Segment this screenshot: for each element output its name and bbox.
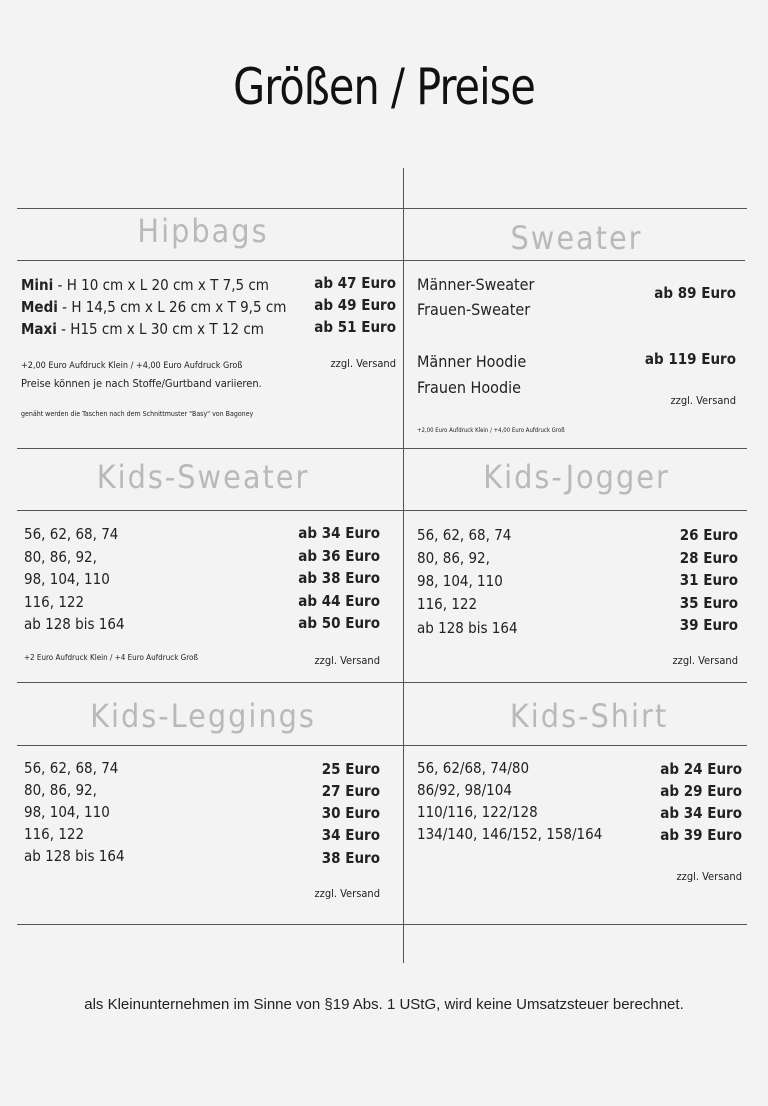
hipbags-shipping: zzgl. Versand — [330, 357, 396, 370]
kids-leggings-size: 80, 86, 92, — [24, 781, 97, 799]
kids-shirt-size: 110/116, 122/128 — [417, 803, 538, 821]
kids-leggings-price: 25 Euro — [321, 760, 380, 778]
page-title: Größen / Preise — [233, 58, 535, 116]
divider-sweater-heading — [404, 260, 745, 261]
kids-leggings-size: 116, 122 — [24, 825, 85, 843]
hipbags-row-price: ab 49 Euro — [314, 296, 396, 314]
kids-sweater-size: 116, 122 — [24, 593, 85, 611]
kids-jogger-price: 31 Euro — [679, 571, 738, 589]
hoodie-price: ab 119 Euro — [644, 350, 736, 368]
hipbags-row-dims: - H15 cm x L 30 cm x T 12 cm — [56, 320, 264, 338]
divider-bottom — [17, 924, 747, 925]
kids-leggings-price: 30 Euro — [321, 804, 380, 822]
kids-sweater-size: ab 128 bis 164 — [24, 615, 125, 633]
hipbags-heading: Hipbags — [137, 212, 269, 250]
hoodie-item: Frauen Hoodie — [417, 378, 521, 397]
kids-jogger-size: 98, 104, 110 — [417, 572, 503, 590]
sweater-item: Frauen-Sweater — [417, 300, 531, 319]
kids-sweater-price: ab 36 Euro — [298, 547, 380, 565]
center-divider — [403, 168, 404, 963]
sweater-heading: Sweater — [510, 219, 643, 257]
kids-sweater-price: ab 38 Euro — [298, 569, 380, 587]
kids-sweater-size: 56, 62, 68, 74 — [24, 525, 119, 543]
hipbags-pattern-note: genäht werden die Taschen nach dem Schnittmuster "Basy" von Bagoney — [21, 410, 254, 418]
kids-jogger-size: 56, 62, 68, 74 — [417, 526, 512, 544]
hipbags-row-name: Mini — [21, 276, 54, 294]
hoodie-item: Männer Hoodie — [417, 352, 527, 371]
kids-leggings-size: 98, 104, 110 — [24, 803, 110, 821]
kids-jogger-price: 35 Euro — [679, 594, 738, 612]
sweater-shipping: zzgl. Versand — [670, 394, 736, 407]
kids-shirt-size: 56, 62/68, 74/80 — [417, 759, 530, 777]
kids-leggings-size: 56, 62, 68, 74 — [24, 759, 119, 777]
hipbags-row-medi — [21, 298, 286, 316]
divider-row2-heading — [17, 510, 747, 511]
kids-shirt-price: ab 34 Euro — [660, 804, 742, 822]
kids-sweater-price: ab 50 Euro — [298, 614, 380, 632]
hipbags-row-maxi — [21, 320, 264, 338]
divider-row2 — [17, 448, 747, 449]
kids-jogger-size: 116, 122 — [417, 595, 478, 613]
kids-leggings-price: 27 Euro — [321, 782, 380, 800]
kids-shirt-price: ab 24 Euro — [660, 760, 742, 778]
kids-sweater-size: 80, 86, 92, — [24, 548, 97, 566]
kids-jogger-size: 80, 86, 92, — [417, 549, 490, 567]
kids-sweater-shipping: zzgl. Versand — [314, 654, 380, 667]
kids-leggings-heading: Kids-Leggings — [90, 697, 316, 735]
hipbags-row-dims: - H 14,5 cm x L 26 cm x T 9,5 cm — [57, 298, 287, 316]
kids-shirt-heading: Kids-Shirt — [509, 697, 669, 735]
kids-shirt-price: ab 29 Euro — [660, 782, 742, 800]
hipbags-row-mini — [21, 276, 269, 294]
sweater-print-note: +2,00 Euro Aufdruck Klein / +4,00 Euro Aufdruck Groß — [417, 427, 565, 434]
tax-note: als Kleinunternehmen im Sinne von §19 Abs. 1 UStG, wird keine Umsatzsteuer berechnet. — [84, 996, 684, 1013]
kids-leggings-price: 38 Euro — [321, 849, 380, 867]
divider-row3 — [17, 682, 747, 683]
kids-shirt-shipping: zzgl. Versand — [676, 870, 742, 883]
kids-leggings-shipping: zzgl. Versand — [314, 887, 380, 900]
kids-jogger-size: ab 128 bis 164 — [417, 619, 518, 637]
hipbags-print-note: +2,00 Euro Aufdruck Klein / +4,00 Euro Aufdruck Groß — [21, 361, 243, 371]
sweater-price: ab 89 Euro — [654, 284, 736, 302]
kids-leggings-size: ab 128 bis 164 — [24, 847, 125, 865]
divider-row3-heading — [17, 745, 747, 746]
sweater-item: Männer-Sweater — [417, 275, 535, 294]
kids-shirt-price: ab 39 Euro — [660, 826, 742, 844]
hipbags-row-price: ab 51 Euro — [314, 318, 396, 336]
hipbags-row-name: Medi — [21, 298, 58, 316]
hipbags-row-dims: - H 10 cm x L 20 cm x T 7,5 cm — [53, 276, 269, 294]
kids-sweater-price: ab 34 Euro — [298, 524, 380, 542]
hipbags-row-price: ab 47 Euro — [314, 274, 396, 292]
kids-sweater-print-note: +2 Euro Aufdruck Klein / +4 Euro Aufdruck Groß — [24, 653, 198, 662]
kids-leggings-price: 34 Euro — [321, 826, 380, 844]
kids-jogger-heading: Kids-Jogger — [483, 458, 670, 496]
kids-jogger-price: 39 Euro — [679, 616, 738, 634]
kids-sweater-heading: Kids-Sweater — [96, 458, 310, 496]
hipbags-row-name: Maxi — [21, 320, 57, 338]
divider-top — [17, 208, 747, 209]
kids-jogger-price: 28 Euro — [679, 549, 738, 567]
kids-jogger-price: 26 Euro — [679, 526, 738, 544]
kids-sweater-price: ab 44 Euro — [298, 592, 380, 610]
hipbags-fabric-note: Preise können je nach Stoffe/Gurtband variieren. — [21, 377, 262, 390]
kids-sweater-size: 98, 104, 110 — [24, 570, 110, 588]
kids-shirt-size: 134/140, 146/152, 158/164 — [417, 825, 603, 843]
kids-shirt-size: 86/92, 98/104 — [417, 781, 512, 799]
divider-hipbags-heading — [17, 260, 403, 261]
kids-jogger-shipping: zzgl. Versand — [672, 654, 738, 667]
